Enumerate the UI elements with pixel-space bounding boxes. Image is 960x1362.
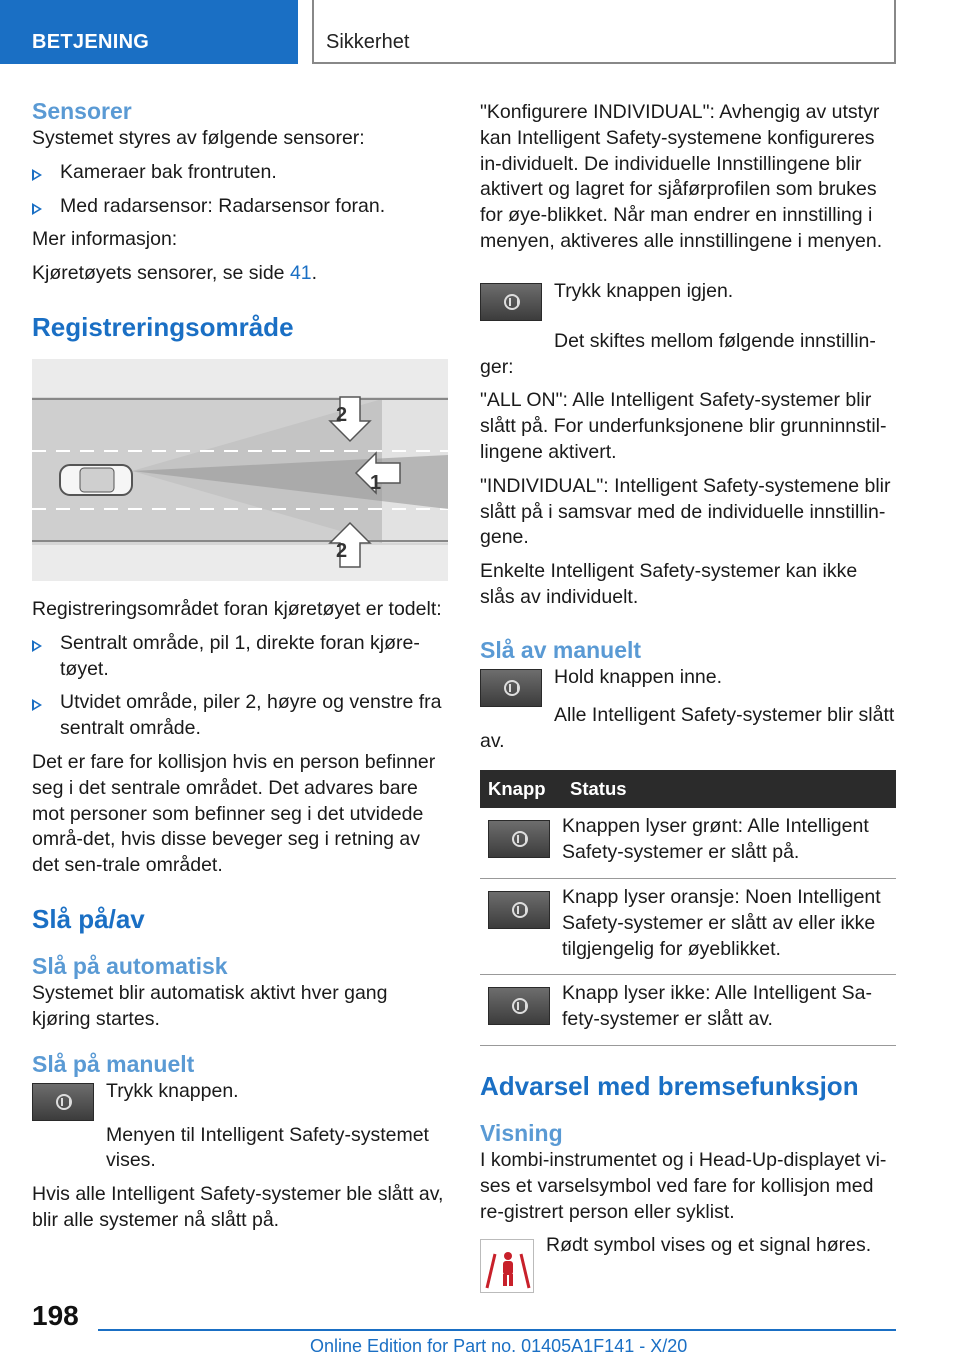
area-heading: Registreringsområde: [32, 311, 294, 342]
diagram-label-side-bottom: 2: [336, 539, 348, 562]
list-item: Med radarsensor: Radarsensor foran.: [32, 194, 448, 220]
triangle-bullet-icon: [32, 640, 42, 652]
manual-button-row: [32, 1079, 448, 1129]
button-orange-icon: [488, 891, 550, 929]
brake-heading: Advarsel med bremsefunksjon: [480, 1070, 859, 1101]
more-info-text: Kjøretøyets sensorer, se side 41.: [32, 262, 318, 285]
hold-text: Hold knappen inne.: [554, 665, 723, 688]
warning-row: [480, 1233, 896, 1293]
status-table: [480, 770, 896, 1046]
list-item: Sentralt område, pil 1, direkte foran kjøre-tøyet.: [32, 631, 448, 683]
area-intro: Registreringsområdet foran kjøretøyet er todelt:: [32, 597, 442, 620]
table-row: Knappen lyser grønt: Alle Intelligent Safety-systemer er slått på.: [480, 808, 896, 878]
config-text: "Konfigurere INDIVIDUAL": Avhengig av utstyr kan Intelligent Safety-systemene konfigureres in-dividuelt. De individuelle Innstillingene blir aktivert og lagret for sjåførprofilen som brukes for øye-blikket. Når man endrer en innstilling i menyen, aktiveres alle innstillingene i menyen.: [480, 101, 883, 252]
display-heading: Visning: [480, 1119, 563, 1146]
page-number: 198: [32, 1300, 79, 1331]
press-again-row: [480, 279, 896, 329]
switch-text: Det skiftes mellom følgende innstillin-ger:: [480, 329, 876, 378]
hold-row: [480, 665, 896, 715]
press-again: Trykk knappen igjen.: [554, 279, 734, 302]
safety-button-icon: [480, 669, 542, 707]
red-symbol-text: Rødt symbol vises og et signal høres.: [546, 1234, 872, 1257]
area-text: Det er fare for kollisjon hvis en person befinner seg i det sentrale området. Det advares bare mot personer som befinner seg i det utvidede områ-det, hvis disse beveger seg i retning av det sen-trale området.: [32, 750, 436, 877]
subsection-title: Sikkerhet: [326, 31, 410, 53]
triangle-bullet-icon: [32, 169, 42, 181]
table-header-button: Knapp: [480, 770, 562, 808]
manual-menu: Menyen til Intelligent Safety-systemet vises.: [106, 1123, 429, 1172]
sensors-heading: Sensorer: [32, 98, 132, 124]
auto-text: Systemet blir automatisk aktivt hver gang kjøring startes.: [32, 981, 388, 1030]
pedestrian-warning-icon: [480, 1239, 534, 1293]
display-text: I kombi-instrumentet og i Head-Up-displayet vi-ses et varselsymbol ved fare for kollisjon med re-gistrert person eller syklist.: [480, 1148, 887, 1223]
table-row: Knapp lyser ikke: Alle Intelligent Sa-fety-systemer er slått av.: [480, 975, 896, 1046]
safety-button-icon: [32, 1083, 94, 1121]
header-section: [0, 0, 298, 64]
all-on-text: "ALL ON": Alle Intelligent Safety-systemer blir slått på. For underfunksjonene blir grunninnstil-lingene aktivert.: [480, 389, 887, 463]
page-link[interactable]: 41: [289, 262, 312, 285]
manual-text: Hvis alle Intelligent Safety-systemer ble slått av, blir alle systemer nå slått på.: [32, 1183, 444, 1231]
individual-text: "INDIVIDUAL": Intelligent Safety-systemene blir slått på i samsvar med de individuelle innstillin-gene.: [480, 474, 891, 549]
manual-heading: Slå på manuelt: [32, 1050, 195, 1077]
right-column: [480, 100, 896, 1293]
button-green-icon: [488, 820, 550, 858]
cannot-text: Enkelte Intelligent Safety-systemer kan ikke slås av individuelt.: [480, 560, 858, 608]
footer-rule: [98, 1329, 896, 1331]
manual-press: Trykk knappen.: [106, 1079, 239, 1102]
table-header-status: Status: [562, 770, 896, 808]
left-column: [32, 96, 448, 1234]
safety-button-icon: [480, 283, 542, 321]
off-heading: Slå av manuelt: [480, 636, 642, 663]
footer-edition: Online Edition for Part no. 01405A1F141 - X/20: [310, 1336, 688, 1356]
table-row: Knapp lyser oransje: Noen Intelligent Safety-systemer er slått av eller ikke tilgjengelig for øyeblikket.: [480, 878, 896, 974]
detection-area-diagram: [32, 359, 448, 581]
list-item: Utvidet område, piler 2, høyre og venstre fra sentralt område.: [32, 690, 448, 742]
triangle-bullet-icon: [32, 203, 42, 215]
sensors-intro: Systemet styres av følgende sensorer:: [32, 127, 365, 149]
section-title: BETJENING: [32, 31, 150, 53]
diagram-label-side-top: 2: [336, 403, 348, 426]
onoff-heading: Slå på/av: [32, 903, 145, 934]
triangle-bullet-icon: [32, 699, 42, 711]
more-info: Mer informasjon:: [32, 228, 178, 251]
auto-heading: Slå på automatisk: [32, 952, 228, 979]
off-text: Alle Intelligent Safety-systemer blir slått av.: [480, 703, 895, 752]
list-item: Kameraer bak frontruten.: [32, 160, 448, 186]
button-off-icon: [488, 987, 550, 1025]
header-subsection: [312, 0, 896, 64]
diagram-label-center: 1: [370, 471, 382, 494]
detection-area-illustration: [32, 359, 448, 581]
